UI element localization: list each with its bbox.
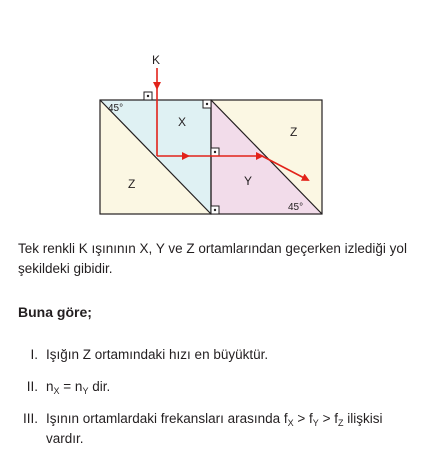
optics-diagram bbox=[0, 0, 424, 232]
statement-1-text: Işığın Z ortamındaki hızı en büyüktür. bbox=[46, 347, 269, 362]
right-angle-marker-mid bbox=[211, 148, 219, 156]
statement-3 bbox=[14, 409, 414, 449]
n-subscript-y: Y bbox=[82, 386, 89, 396]
right-angle-marker-top-left bbox=[144, 92, 152, 100]
angle-label-top: 45° bbox=[108, 103, 124, 114]
statement-3-text bbox=[46, 409, 414, 449]
statement-1-number: I. bbox=[30, 347, 38, 362]
right-angle-marker-bottom-mid bbox=[211, 206, 219, 214]
region-label-y: Y bbox=[244, 174, 253, 188]
statement-3-tail: ilişkisi vardır. bbox=[46, 411, 383, 446]
f-symbol-y: f bbox=[309, 411, 313, 426]
region-label-z-left: Z bbox=[128, 177, 136, 191]
statement-2 bbox=[14, 377, 414, 397]
statement-2-number: II. bbox=[26, 379, 38, 394]
statement-2-text bbox=[46, 377, 414, 397]
question-intro: Tek renkli K ışınının X, Y ve Z ortamlarından geçerken izlediği yol şekildeki gibidir. bbox=[18, 241, 407, 276]
greater-than-2: > bbox=[318, 411, 335, 426]
greater-than-1: > bbox=[293, 411, 310, 426]
n-subscript-x: X bbox=[53, 386, 60, 396]
n-symbol-x: n bbox=[46, 379, 54, 394]
n-symbol-y: n bbox=[74, 379, 83, 394]
region-label-x: X bbox=[178, 115, 187, 129]
f-symbol-z: f bbox=[334, 411, 338, 426]
f-symbol-x: f bbox=[283, 411, 288, 426]
ray-label: K bbox=[152, 53, 161, 67]
question-heading: Buna göre; bbox=[18, 304, 92, 320]
f-subscript-x: X bbox=[287, 418, 294, 428]
statement-3-number: III. bbox=[22, 411, 38, 426]
equals-sign: = bbox=[59, 379, 75, 394]
statement-2-tail: dir. bbox=[88, 379, 111, 394]
right-angle-marker-top-mid bbox=[203, 100, 211, 108]
f-subscript-z: Z bbox=[337, 418, 344, 428]
region-label-z-right: Z bbox=[290, 125, 298, 139]
statement-3-pre: Işının ortamlardaki frekansları arasında bbox=[46, 411, 284, 426]
statement-1 bbox=[14, 345, 414, 365]
angle-label-bottom: 45° bbox=[288, 202, 304, 213]
f-subscript-y: Y bbox=[312, 418, 319, 428]
